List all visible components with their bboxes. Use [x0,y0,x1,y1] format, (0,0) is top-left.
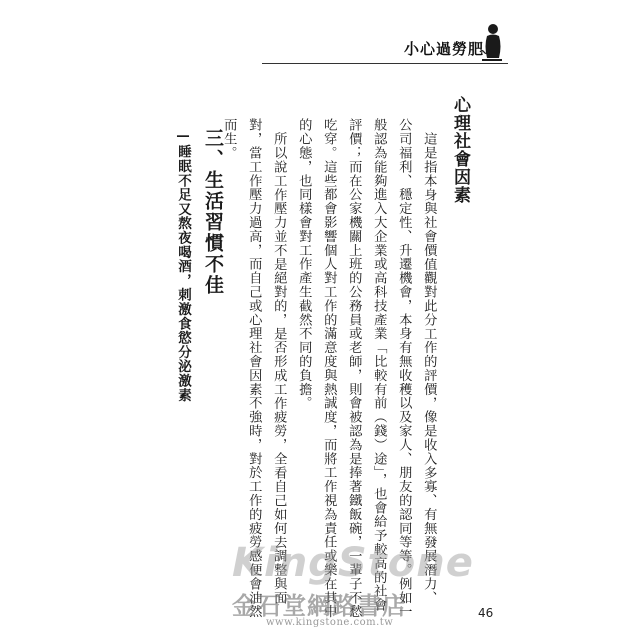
paragraph-column: 評價；而在公家機關上班的公務員或老師，則會被認為是捧著鐵飯碗，一輩子不愁 [346,118,362,619]
section-3-subheading: —睡眠不足又熬夜喝酒，刺激食慾分泌激素 [175,128,191,403]
paragraph-column: 般認為能夠進入大企業或高科技產業「比較有前（錢）途」，也會給予較高的社會 [371,118,387,612]
paragraph-column: 所以說工作壓力並不是絕對的，是否形成工作疲勞，全看自己如何去調整與面 [271,132,287,605]
watermark-logo: KingStone [232,540,474,586]
paragraph-column: 而生。 [221,118,237,160]
running-header-title: 小心過勞肥 [404,40,485,58]
page-number: 46 [478,606,494,620]
section-title: 心理社會因素 [450,96,470,204]
header-rule [262,63,508,64]
watermark-url: www.kingstone.com.tw [266,617,394,628]
paragraph-column: 公司福利、穩定性、升遷機會，本身有無收穫以及家人、朋友的認同等等。例如一 [396,118,412,619]
paragraph-column: 的心態，也同樣會對工作產生截然不同的負擔。 [296,118,312,410]
person-silhouette-icon [478,22,504,62]
section-3-heading: 三、生活習慣不佳 [202,128,224,296]
paragraph-column: 這是指本身與社會價值觀對此分工作的評價，像是收入多寡、有無發展潛力、 [421,132,437,605]
paragraph-column: 吃穿。這些都會影響個人對工作的滿意度與熱誠度，而將工作視為責任或樂在其中 [321,118,337,619]
paragraph-column: 對，當工作壓力過高，而自己或心理社會因素不強時，對於工作的疲勞感便會油然 [246,118,262,619]
watermark-name: 金石堂網路書店 [232,591,407,620]
